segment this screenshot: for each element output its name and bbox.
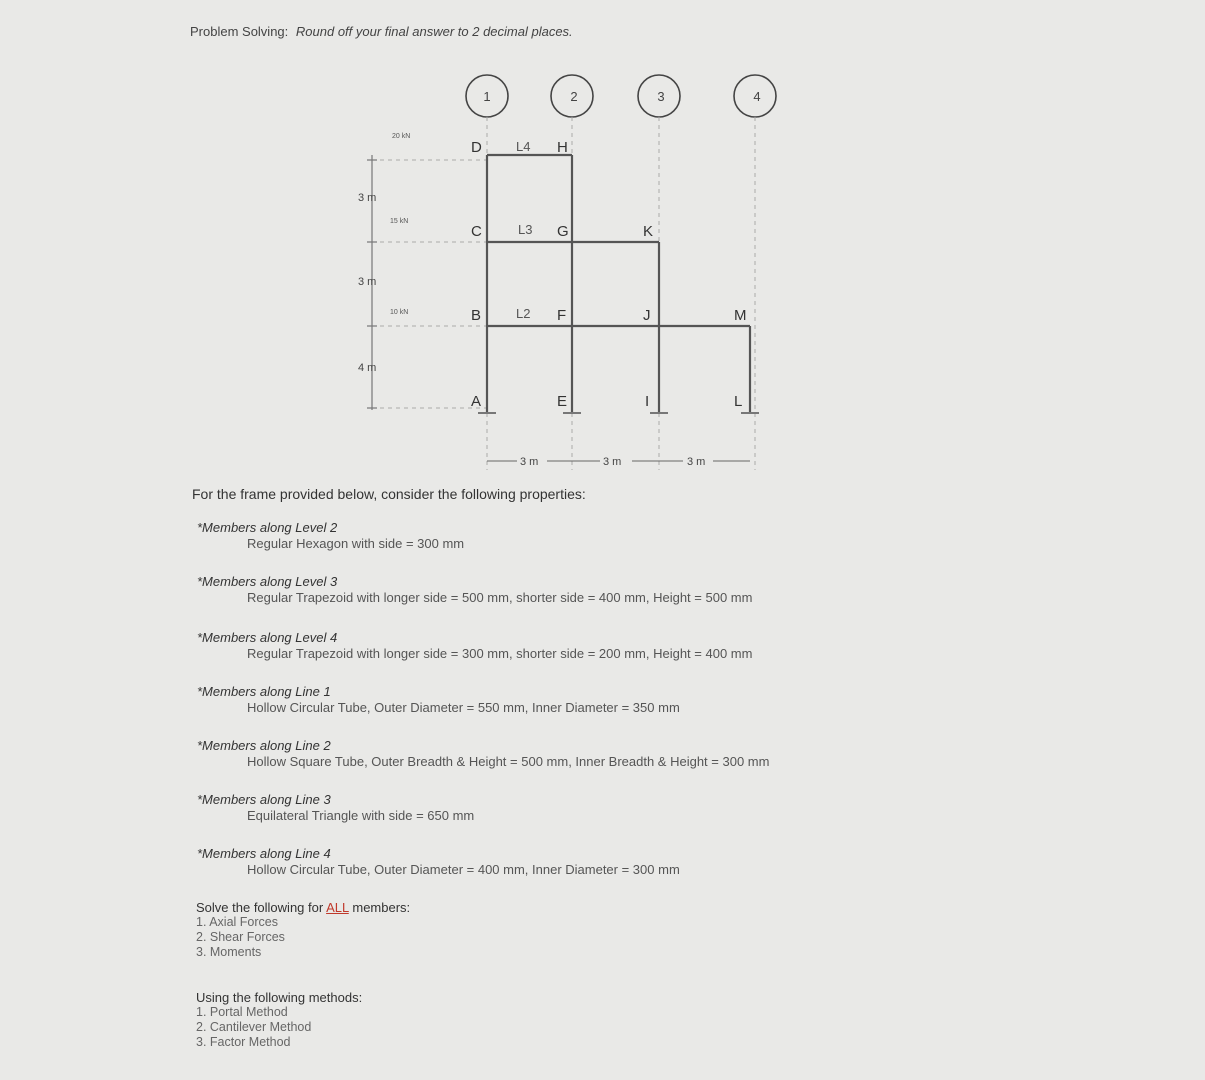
property-desc: Regular Trapezoid with longer side = 300 mm, shorter side = 200 mm, Height = 400 mm xyxy=(247,646,753,661)
joint-I: I xyxy=(645,393,650,410)
load-10kN: 10 kN xyxy=(390,309,409,316)
joint-M: M xyxy=(734,307,747,324)
property-line-4 xyxy=(197,846,680,877)
property-desc: Hollow Square Tube, Outer Breadth & Height = 500 mm, Inner Breadth & Height = 300 mm xyxy=(247,754,770,769)
solve-tail: members: xyxy=(352,900,411,915)
joint-D: D xyxy=(471,139,482,156)
solve-item: 2. Shear Forces xyxy=(196,930,285,944)
property-level-4 xyxy=(197,630,752,661)
property-line-2 xyxy=(197,738,769,769)
load-15kN: 15 kN xyxy=(390,218,409,225)
property-desc: Equilateral Triangle with side = 650 mm xyxy=(247,808,475,823)
heading-lead: Problem Solving: xyxy=(190,24,289,39)
joint-L: L xyxy=(734,393,743,410)
property-title: *Members along Line 1 xyxy=(197,684,331,699)
property-level-2 xyxy=(197,520,464,551)
solve-item: 1. Axial Forces xyxy=(196,915,278,929)
member-label-L2: L2 xyxy=(516,306,531,321)
solve-lead: Solve the following for xyxy=(196,900,324,915)
height-label-bot: 4 m xyxy=(358,362,377,374)
property-title: *Members along Level 4 xyxy=(197,630,338,645)
property-title: *Members along Line 2 xyxy=(197,738,331,753)
property-title: *Members along Level 2 xyxy=(197,520,338,535)
joint-A: A xyxy=(471,393,482,410)
property-desc: Regular Trapezoid with longer side = 500 mm, shorter side = 400 mm, Height = 500 mm xyxy=(247,590,753,605)
solve-all: ALL xyxy=(326,900,349,915)
method-item: 1. Portal Method xyxy=(196,1005,288,1019)
method-item: 2. Cantilever Method xyxy=(196,1020,312,1034)
joint-K: K xyxy=(643,223,654,240)
method-item: 3. Factor Method xyxy=(196,1035,291,1049)
grid-label-3: 3 xyxy=(657,89,665,104)
methods-header: Using the following methods: xyxy=(196,990,363,1005)
height-label-top: 3 m xyxy=(358,192,377,204)
heading-instruction: Round off your final answer to 2 decimal places. xyxy=(295,24,573,39)
joint-B: B xyxy=(471,307,482,324)
joint-C: C xyxy=(471,223,482,240)
joint-G: G xyxy=(557,223,569,240)
intro-text: For the frame provided below, consider the following properties: xyxy=(192,486,586,502)
grid-label-1: 1 xyxy=(483,89,491,104)
property-line-3 xyxy=(197,792,474,823)
span-label-3: 3 m xyxy=(687,456,706,468)
grid-bubbles xyxy=(466,75,776,117)
joint-F: F xyxy=(557,307,567,324)
grid-lines xyxy=(372,117,755,470)
property-desc: Hollow Circular Tube, Outer Diameter = 400 mm, Inner Diameter = 300 mm xyxy=(247,862,680,877)
property-line-1 xyxy=(197,684,680,715)
solve-block xyxy=(196,900,410,960)
property-title: *Members along Line 4 xyxy=(197,846,331,861)
grid-label-4: 4 xyxy=(753,89,761,104)
load-20kN: 20 kN xyxy=(392,133,411,140)
member-label-L4: L4 xyxy=(516,139,531,154)
property-desc: Hollow Circular Tube, Outer Diameter = 550 mm, Inner Diameter = 350 mm xyxy=(247,700,680,715)
height-label-mid: 3 m xyxy=(358,276,377,288)
member-label-L3: L3 xyxy=(518,222,533,237)
span-label-1: 3 m xyxy=(520,456,539,468)
frame-members xyxy=(487,155,750,412)
solve-item: 3. Moments xyxy=(196,945,262,959)
property-title: *Members along Level 3 xyxy=(197,574,338,589)
joint-J: J xyxy=(643,307,651,324)
property-desc: Regular Hexagon with side = 300 mm xyxy=(247,536,465,551)
grid-label-2: 2 xyxy=(570,89,578,104)
solve-header xyxy=(196,900,410,915)
joint-H: H xyxy=(557,139,568,156)
span-label-2: 3 m xyxy=(603,456,622,468)
methods-block xyxy=(196,990,362,1050)
property-level-3 xyxy=(197,574,752,605)
frame-diagram xyxy=(0,0,1205,480)
joint-E: E xyxy=(557,393,568,410)
property-title: *Members along Line 3 xyxy=(197,792,331,807)
